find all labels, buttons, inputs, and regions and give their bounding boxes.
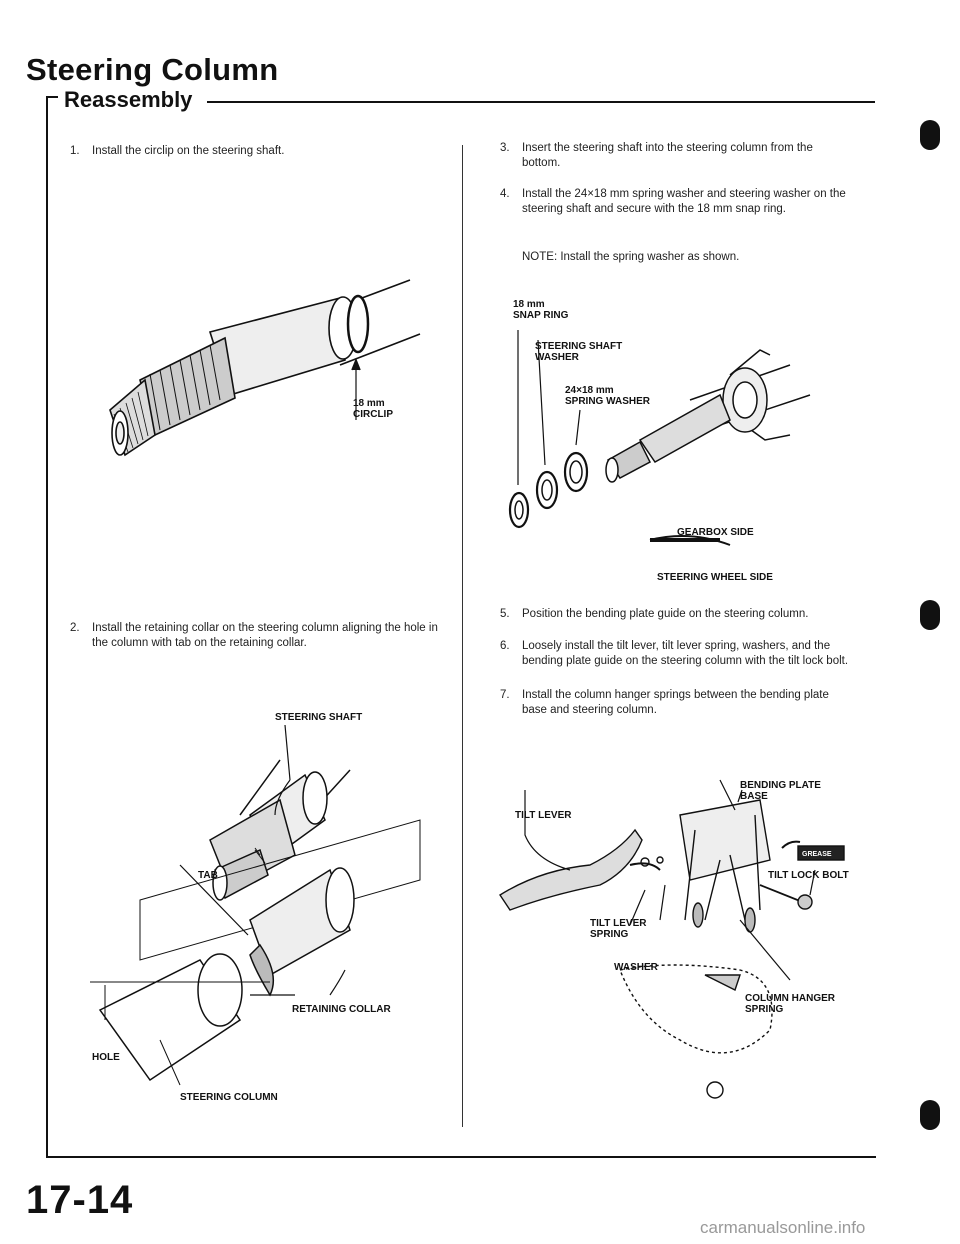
label-line: WASHER [535, 352, 579, 363]
label-line: 18 mm [353, 398, 385, 409]
step-number: 7. [500, 689, 510, 701]
tilt-lever-figure [480, 770, 880, 1130]
step-text: Loosely install the tilt lever, tilt lever spring, washers, and the bending plate guide on the steering column with the tilt lock bolt. [522, 640, 849, 667]
step-text: Install the circlip on the steering shaft. [92, 145, 285, 157]
label-line: STEERING SHAFT [535, 341, 623, 352]
retaining-collar-figure [90, 720, 450, 1120]
label-18mm-snap-ring [513, 299, 568, 321]
note-spring-washer: NOTE: Install the spring washer as shown. [522, 251, 740, 263]
step-number: 3. [500, 142, 510, 154]
label-steering-wheel-side: STEERING WHEEL SIDE [657, 572, 773, 583]
label-line: 24×18 mm [565, 385, 614, 396]
label-column-hanger-spring [745, 993, 835, 1015]
step-4 [500, 187, 852, 217]
step-2 [70, 621, 447, 651]
label-line: TILT LEVER [590, 918, 647, 929]
step-5 [500, 607, 852, 622]
section-rule [207, 101, 875, 103]
label-steering-shaft: STEERING SHAFT [275, 712, 363, 723]
label-hole: HOLE [92, 1052, 120, 1063]
step-text: Position the bending plate guide on the steering column. [522, 608, 809, 620]
label-line: SPRING WASHER [565, 396, 651, 407]
label-line: BASE [740, 791, 768, 802]
column-divider [462, 145, 463, 1127]
label-tilt-lever: TILT LEVER [515, 810, 572, 821]
label-24x18mm-spring-washer [565, 385, 650, 407]
label-tilt-lever-spring [590, 918, 646, 940]
label-steering-column: STEERING COLUMN [180, 1092, 278, 1103]
label-18mm-circlip [353, 398, 393, 420]
label-line: COLUMN HANGER [745, 993, 835, 1004]
label-line: 18 mm [513, 299, 545, 310]
label-line: BENDING PLATE [740, 780, 821, 791]
label-steering-shaft-washer [535, 341, 622, 363]
label-tilt-lock-bolt: TILT LOCK BOLT [768, 870, 849, 881]
label-gearbox-side: GEARBOX SIDE [677, 527, 754, 538]
label-tab: TAB [198, 870, 218, 881]
step-6 [500, 639, 852, 669]
step-number: 5. [500, 608, 510, 620]
step-number: 4. [500, 188, 510, 200]
label-washer: WASHER [614, 962, 658, 973]
page-number: 17-14 [26, 1178, 134, 1222]
step-text: Insert the steering shaft into the steering column from the bottom. [522, 142, 813, 169]
step-7 [500, 688, 852, 718]
circlip-figure [100, 270, 440, 470]
label-line: SPRING [745, 1004, 784, 1015]
margin-tab-marker [920, 600, 940, 630]
footer-rule [46, 1156, 876, 1158]
label-line: SPRING [590, 929, 629, 940]
watermark: carmanualsonline.info [700, 1218, 866, 1237]
grease-badge: GREASE [802, 851, 832, 858]
label-line: SNAP RING [513, 310, 569, 321]
step-number: 6. [500, 640, 510, 652]
step-1 [70, 144, 432, 159]
spring-washer-figure [490, 290, 860, 590]
margin-tab-marker [920, 1100, 940, 1130]
label-bending-plate-base [740, 780, 821, 802]
step-text: Install the 24×18 mm spring washer and steering washer on the steering shaft and secure with the 18 mm snap ring. [522, 188, 846, 215]
page-title: Steering Column [26, 52, 279, 87]
section-title: Reassembly [64, 87, 193, 112]
step-3 [500, 141, 852, 171]
label-line: CIRCLIP [353, 409, 393, 420]
step-text: Install the retaining collar on the steering column aligning the hole in the column with tab on the retaining collar. [92, 622, 438, 649]
label-retaining-collar: RETAINING COLLAR [292, 1004, 391, 1015]
step-text: Install the column hanger springs between the bending plate base and steering column. [522, 689, 829, 716]
step-number: 1. [70, 145, 80, 157]
page-frame-left [46, 96, 48, 1158]
margin-tab-marker [920, 120, 940, 150]
step-number: 2. [70, 622, 80, 634]
